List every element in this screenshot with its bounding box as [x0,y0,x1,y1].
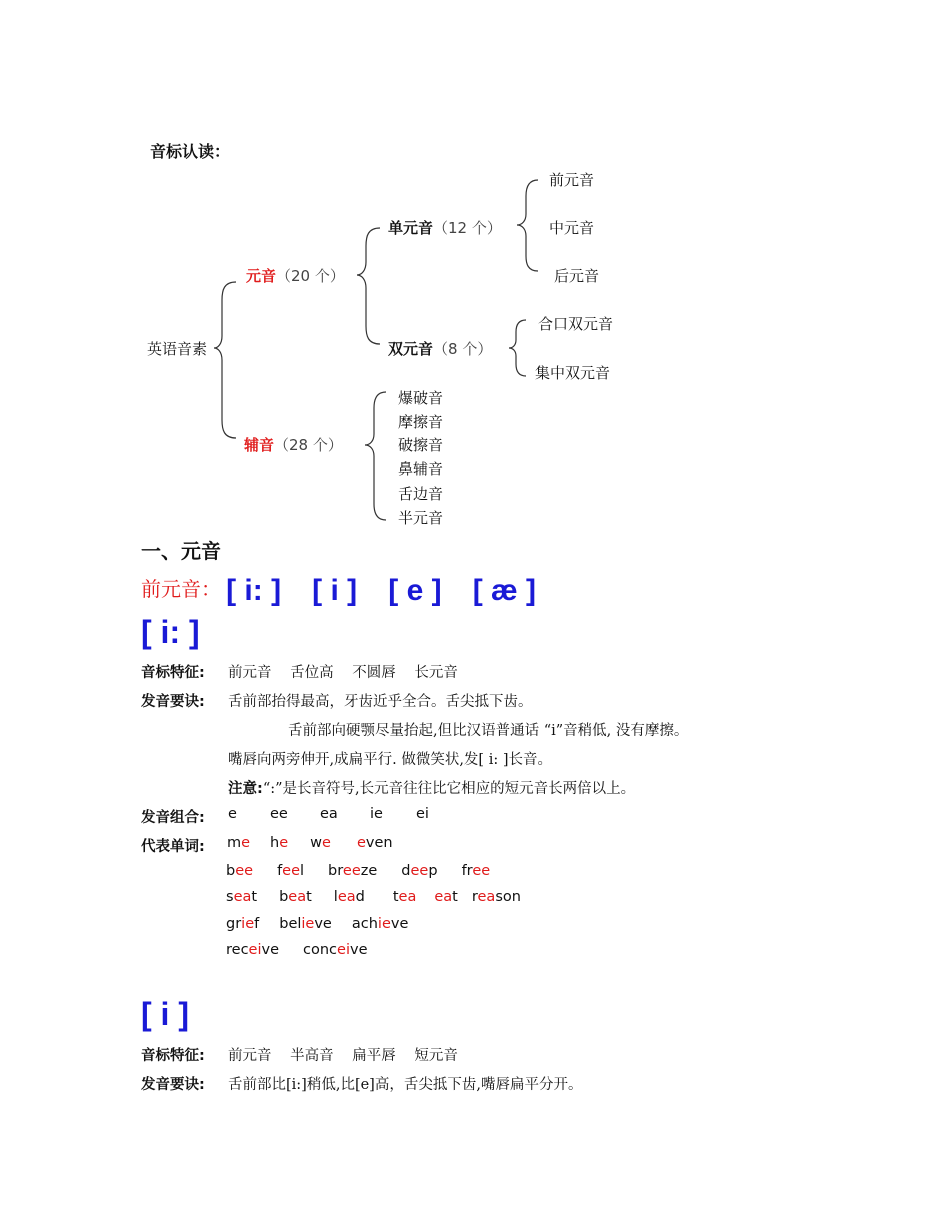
ii-feature-4: 长元音 [414,665,458,681]
front-vowel-ii: [ i: ] [226,574,282,607]
example-word [310,835,331,851]
word-part: b [279,889,289,905]
highlighted-letters: ea [477,889,496,905]
i-features [228,1044,458,1065]
example-word [472,889,521,905]
diph-type-centring: 集中双元音 [535,364,611,382]
word-part: ve [314,916,332,932]
example-word [279,916,332,932]
example-word [226,916,259,932]
example-word [334,889,365,905]
cons-type-lateral: 舌边音 [398,485,444,503]
ii-tip-1: 舌前部抬得最高，牙齿近乎全合。舌尖抵下齿。 [228,694,533,710]
example-word [226,889,257,905]
example-word [226,942,279,958]
highlighted-letters: e [241,835,251,851]
word-part: f [277,863,283,879]
tree-monophthong [388,217,502,238]
front-vowel-e: [ e ] [388,574,442,607]
word-part: rec [226,942,249,958]
word-part: m [227,835,242,851]
highlighted-letters: ea [233,889,252,905]
example-word [352,916,409,932]
i-feature-3: 扁平唇 [352,1048,396,1064]
word-part: son [495,889,521,905]
example-word [328,863,377,879]
highlighted-letters: ee [410,863,429,879]
highlighted-letters: e [279,835,289,851]
diph-type-closing: 合口双元音 [538,315,614,333]
ii-feature-label: 音标特征: [141,665,205,681]
highlighted-letters: ie [377,916,391,932]
example-word [279,889,312,905]
word-part: br [328,863,343,879]
highlighted-letters: ea [337,889,356,905]
mono-brace [517,180,538,271]
tree-mono-count: （12 个） [433,219,502,237]
highlighted-letters: ea [434,889,453,905]
word-part: ach [351,916,378,932]
ii-combos [228,806,429,822]
tree-vowel [246,265,345,286]
highlighted-letters: ee [282,863,301,879]
highlighted-letters: ie [241,916,255,932]
i-heading: [ i ] [141,996,189,1032]
ii-tips-label: 发音要诀: [141,694,205,710]
word-part: w [310,835,323,851]
cons-type-fricative: 摩擦音 [398,413,444,431]
tree-diph-count: （8 个） [433,340,493,358]
example-word [357,835,393,851]
tree-consonant [244,434,343,455]
ii-combo-2: ee [270,806,288,822]
i-feature-2: 半高音 [290,1048,334,1064]
word-part: d [355,889,365,905]
tree-vowel-count: （20 个） [276,267,345,285]
phoneme-tree-brackets [0,0,950,560]
ii-word-row-4 [226,916,408,932]
cons-type-affricate: 破擦音 [398,436,444,454]
ii-combo-1: e [228,806,237,822]
cons-type-nasal: 鼻辅音 [398,460,444,478]
tree-mono-name: 单元音 [388,219,434,237]
front-vowel-ae: [ æ ] [472,574,537,607]
word-part: ve [349,942,368,958]
example-word [462,863,491,879]
ii-word-row-3 [226,889,521,905]
tree-diphthong [388,338,492,359]
front-vowel-i: [ i ] [312,574,358,607]
highlighted-letters: ee [472,863,491,879]
word-part: p [428,863,438,879]
ii-note-text: “:”是长音符号,长元音往往比它相应的短元音长两倍以上。 [262,781,636,797]
word-part: ze [360,863,378,879]
highlighted-letters: ie [301,916,315,932]
word-part: b [226,863,236,879]
front-vowels-label: 前元音： [141,577,221,601]
highlighted-letters: e [322,835,331,851]
word-part: s [226,889,234,905]
ii-note [228,777,635,798]
word-part: bel [279,916,302,932]
word-part: t [452,889,458,905]
tree-vowel-name: 元音 [246,267,277,285]
i-feature-4: 短元音 [414,1048,458,1064]
tree-diph-name: 双元音 [388,340,434,358]
mono-type-front: 前元音 [549,171,595,189]
i-tips-label: 发音要诀: [141,1077,205,1093]
tree-consonant-name: 辅音 [244,436,275,454]
ii-word-row-1 [227,835,393,851]
word-part: r [471,889,478,905]
ii-tip-2: 舌前部向硬颚尽量抬起,但比汉语普通话 “i”音稍低, 没有摩擦。 [288,723,689,739]
highlighted-letters: ei [337,942,350,958]
word-part: fr [461,863,473,879]
word-part: conc [303,942,338,958]
mono-type-central: 中元音 [549,219,595,237]
ii-word-row-2 [226,863,490,879]
ii-feature-2: 舌位高 [290,665,334,681]
ii-tip-3: 嘴唇向两旁伸开,成扁平行. 做微笑状,发[ i: ]长音。 [228,752,552,768]
word-part: l [300,863,305,879]
i-tip-1: 舌前部比[i:]稍低,比[e]高，舌尖抵下齿,嘴唇扁平分开。 [228,1077,583,1093]
highlighted-letters: ea [398,889,417,905]
word-part: ve [261,942,280,958]
ii-combo-4: ie [370,806,383,822]
word-part: t [306,889,312,905]
word-part: l [333,889,338,905]
i-feature-1: 前元音 [228,1048,272,1064]
vowel-brace [357,228,380,344]
word-part: f [254,916,260,932]
ii-words-label: 代表单词: [141,839,205,855]
word-part: ve [390,916,409,932]
section-title: 一、元音 [141,539,221,563]
word-part: gr [226,916,242,932]
tree-root: 英语音素 [147,340,208,358]
example-word [303,942,367,958]
highlighted-letters: ee [342,863,361,879]
i-feature-label: 音标特征: [141,1048,205,1064]
mono-type-back: 后元音 [554,267,600,285]
highlighted-letters: ee [235,863,254,879]
example-word [393,889,417,905]
ii-combo-label: 发音组合: [141,810,205,826]
example-word [227,835,250,851]
ii-note-label: 注意: [228,781,263,797]
diph-brace [509,320,526,376]
word-part: t [251,889,258,905]
highlighted-letters: ei [248,942,262,958]
example-word [270,835,288,851]
highlighted-letters: e [356,835,366,851]
tree-consonant-count: （28 个） [274,436,343,454]
consonant-brace [365,392,386,520]
example-word [277,863,304,879]
word-part: t [392,889,399,905]
word-part: ven [365,835,393,851]
cons-type-plosive: 爆破音 [398,389,444,407]
ii-feature-3: 不圆唇 [352,665,396,681]
word-part: h [270,835,280,851]
ii-combo-3: ea [320,806,338,822]
cons-type-semivowel: 半元音 [398,509,444,527]
example-word [401,863,437,879]
example-word [434,889,458,905]
ii-word-row-5 [226,942,368,958]
root-brace [214,282,236,438]
ii-feature-1: 前元音 [228,665,272,681]
ii-features [228,661,458,682]
front-vowels-row [141,573,536,608]
highlighted-letters: ea [288,889,307,905]
ii-combo-5: ei [416,806,429,822]
word-part: d [401,863,411,879]
ii-heading: [ i: ] [141,614,200,650]
intro-title: 音标认读： [150,142,231,161]
example-word [226,863,253,879]
